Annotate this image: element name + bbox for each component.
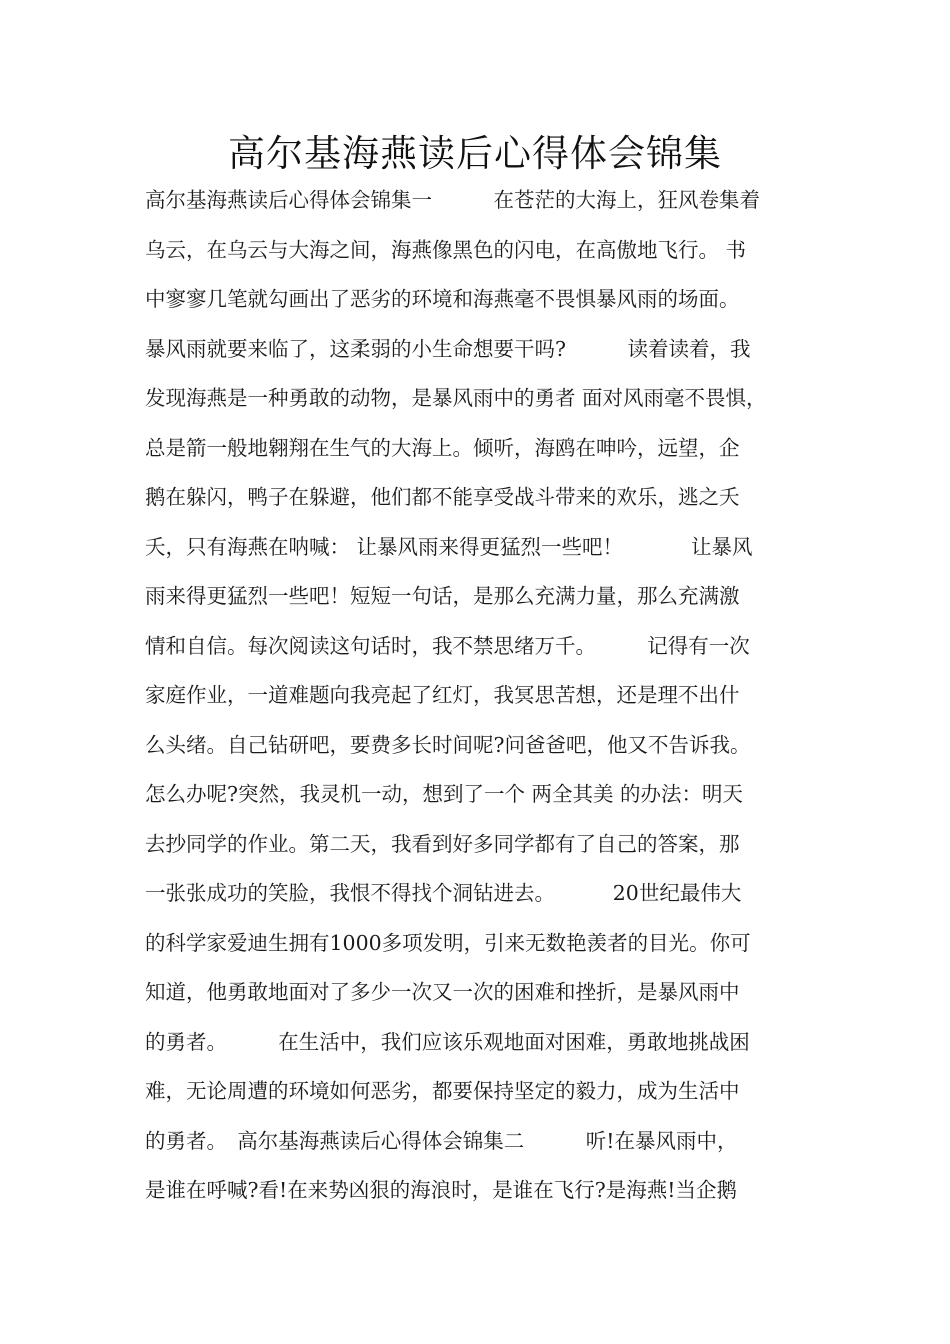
text-line: 情和自信。每次阅读这句话时，我不禁思绪万千。 记得有一次 xyxy=(145,633,750,658)
text-line: 高尔基海燕读后心得体会锦集一 在苍茫的大海上，狂风卷集着 xyxy=(145,188,760,212)
text-line: 是谁在呼喊?看!在来势凶狠的海浪时，是谁在飞行?是海燕!当企鹅 xyxy=(145,1178,737,1202)
text-line: 一张张成功的笑脸，我恨不得找个洞钻进去。 20世纪最伟大 xyxy=(145,881,742,905)
text-line: 雨来得更猛烈一些吧！短短一句话，是那么充满力量，那么充满激 xyxy=(145,584,740,608)
text-line: 的科学家爱迪生拥有1000多项发明，引来无数艳羡者的目光。你可 xyxy=(145,930,751,955)
document-body xyxy=(145,176,815,1216)
text-line: 去抄同学的作业。第二天，我看到好多同学都有了自己的答案，那 xyxy=(145,831,740,856)
text-line: 中寥寥几笔就勾画出了恶劣的环境和海燕毫不畏惧暴风雨的场面。 xyxy=(145,287,740,311)
document-title: 高尔基海燕读后心得体会锦集 xyxy=(228,132,722,175)
text-line: 么头绪。自己钻研吧，要费多长时间呢?问爸爸吧，他又不告诉我。 xyxy=(145,732,751,757)
text-line: 总是箭一般地翱翔在生气的大海上。倾听，海鸥在呻吟，远望，企 xyxy=(145,435,740,460)
text-line: 发现海燕是一种勇敢的动物，是暴风雨中的勇者 面对风雨毫不畏惧， xyxy=(145,386,767,410)
text-line: 知道，他勇敢地面对了多少一次又一次的困难和挫折，是暴风雨中 xyxy=(145,980,740,1004)
text-line: 夭，只有海燕在呐喊： 让暴风雨来得更猛烈一些吧！ 让暴风 xyxy=(145,534,753,559)
text-line: 怎么办呢?突然，我灵机一动，想到了一个 两全其美 的办法：明天 xyxy=(145,782,744,806)
text-line: 的勇者。 在生活中，我们应该乐观地面对困难，勇敢地挑战困 xyxy=(145,1029,750,1054)
text-line: 难，无论周遭的环境如何恶劣，都要保持坚定的毅力，成为生活中 xyxy=(145,1079,740,1103)
text-line: 鹅在躲闪，鸭子在躲避，他们都不能享受战斗带来的欢乐，逃之夭 xyxy=(145,485,740,509)
text-line: 暴风雨就要来临了，这柔弱的小生命想要干吗? 读着读着，我 xyxy=(145,336,751,361)
text-line: 家庭作业，一道难题向我亮起了红灯，我冥思苦想，还是理不出什 xyxy=(145,683,740,707)
text-line: 的勇者。 高尔基海燕读后心得体会锦集二 听!在暴风雨中， xyxy=(145,1128,738,1153)
text-line: 乌云，在乌云与大海之间，海燕像黑色的闪电，在高傲地飞行。 书 xyxy=(145,237,747,262)
